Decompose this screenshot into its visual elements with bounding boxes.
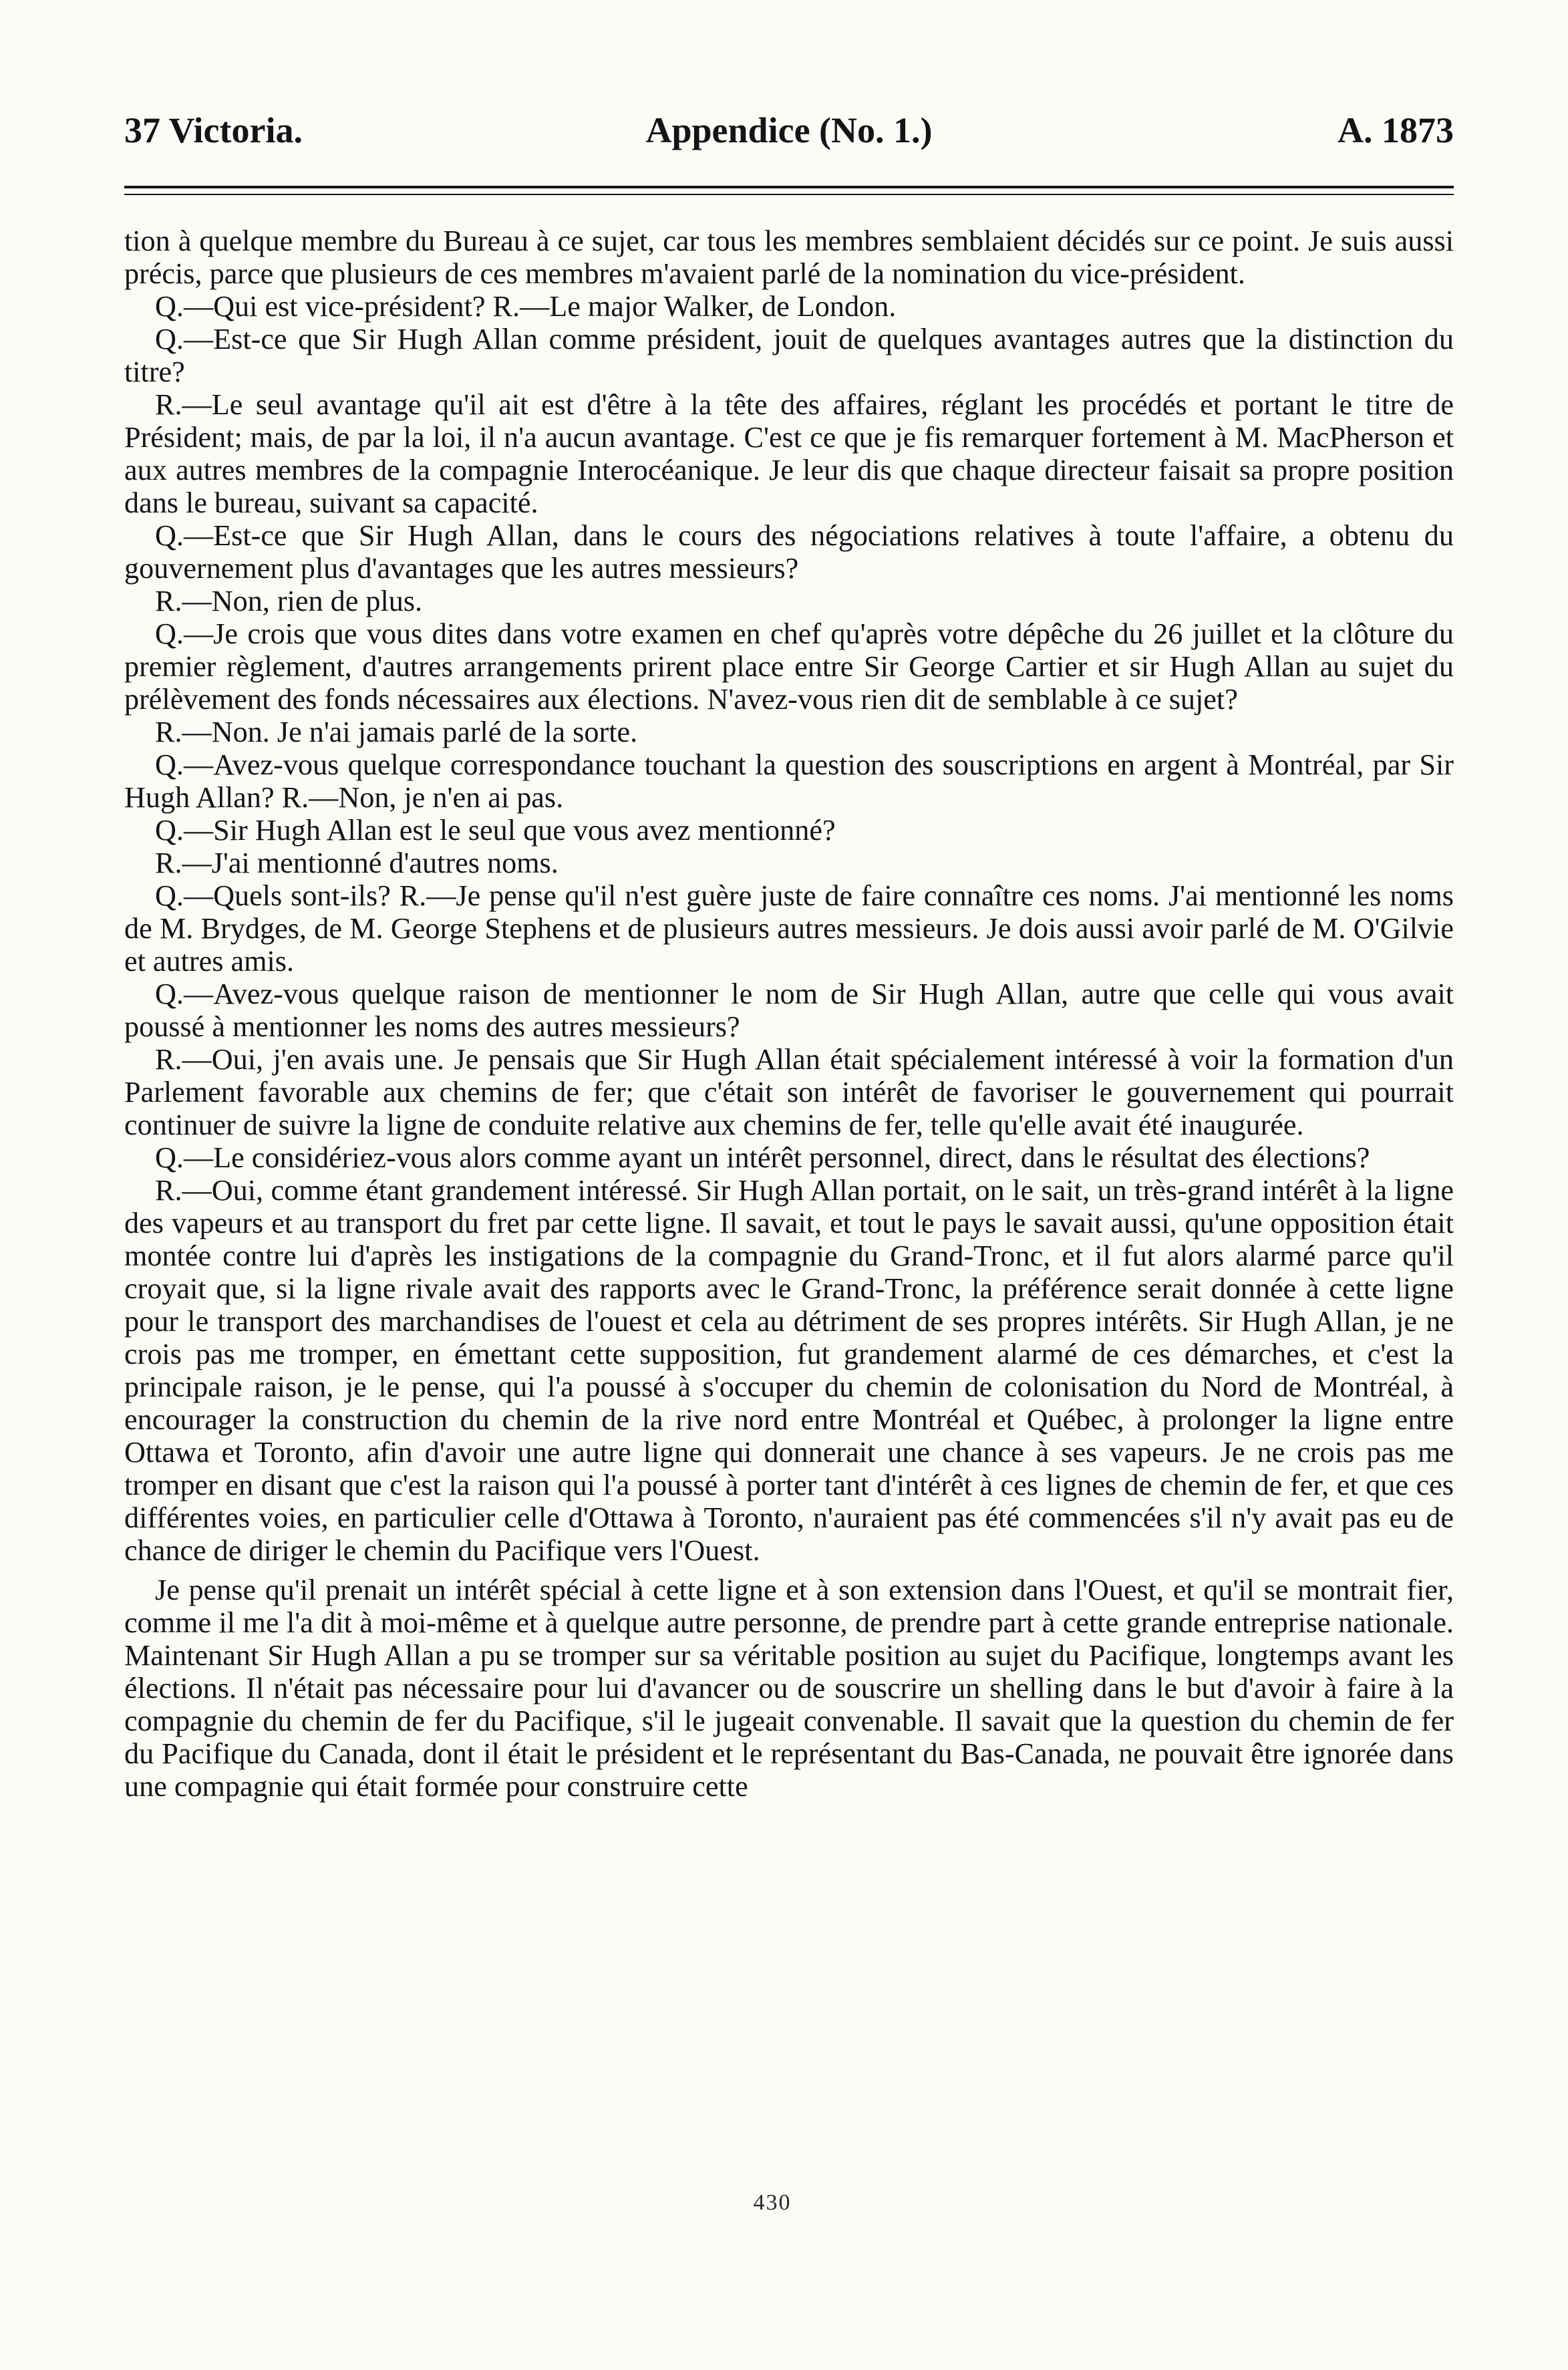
header-rule-thick <box>124 186 1454 188</box>
paragraph: tion à quelque membre du Bureau à ce sujet, car tous les membres semblaient décidés sur ce point. Je suis aussi précis, parce que plusieurs de ces membres m'avaient parlé de la nomination du vice-président. <box>124 225 1454 290</box>
paragraph: Q.—Quels sont-ils? R.—Je pense qu'il n'est guère juste de faire connaître ces noms. J'ai mentionné les noms de M. Brydges, de M. George Stephens et de plusieurs autres messieurs. Je dois aussi avoir parlé de M. O'Gilvie et autres amis. <box>124 879 1454 978</box>
paragraph: R.—Non, rien de plus. <box>155 585 423 617</box>
page-number: 430 <box>753 2190 792 2215</box>
header-rule-thin <box>124 194 1454 195</box>
header-appendix: Appendice (No. 1.) <box>645 110 933 150</box>
paragraph: R.—Le seul avantage qu'il ait est d'être à la tête des affaires, réglant les procédés et portant le titre de Président; mais, de par la loi, il n'a aucun avantage. C'est ce que je fis remarquer fortement à M. MacPherson et aux autres membres de la compagnie Interocéanique. Je leur dis que chaque directeur faisait sa propre position dans le bureau, suivant sa capacité. <box>124 388 1454 519</box>
running-header <box>124 100 1454 160</box>
header-session: 37 Victoria. <box>124 110 303 150</box>
paragraph: Q.—Avez-vous quelque correspondance touchant la question des souscriptions en argent à Montréal, par Sir Hugh Allan? R.—Non, je n'en ai pas. <box>124 748 1454 814</box>
paragraph: Q.—Est-ce que Sir Hugh Allan comme président, jouit de quelques avantages autres que la distinction du titre? <box>124 323 1454 388</box>
paragraph: R.—Non. Je n'ai jamais parlé de la sorte. <box>155 716 638 748</box>
body-text <box>124 225 1454 1803</box>
paragraph: Q.—Est-ce que Sir Hugh Allan, dans le cours des négociations relatives à toute l'affaire, a obtenu du gouvernement plus d'avantages que les autres messieurs? <box>124 519 1454 585</box>
paragraph: Q.—Le considériez-vous alors comme ayant un intérêt personnel, direct, dans le résultat des élections? <box>155 1141 1370 1174</box>
paragraph: Q.—Je crois que vous dites dans votre examen en chef qu'après votre dépêche du 26 juillet et la clôture du premier règlement, d'autres arrangements prirent place entre Sir George Cartier et sir Hugh Allan au sujet du prélèvement des fonds nécessaires aux élections. N'avez-vous rien dit de semblable à ce sujet? <box>124 617 1454 716</box>
paragraph: Q.—Qui est vice-président? R.—Le major Walker, de London. <box>155 290 897 323</box>
paragraph: R.—Oui, comme étant grandement intéressé. Sir Hugh Allan portait, on le sait, un très-grand intérêt à la ligne des vapeurs et au transport du fret par cette ligne. Il savait, et tout le pays le savait aussi, qu'une opposition était montée contre lui d'après les instigations de la compagnie du Grand-Tronc, et il fut alors alarmé parce qu'il croyait que, si la ligne rivale avait des rapports avec le Grand-Tronc, la préférence serait donnée à cette ligne pour le transport des marchandises de l'ouest et cela au détriment de ses propres intérêts. Sir Hugh Allan, je ne crois pas me tromper, en émettant cette supposition, fut grandement alarmé de ces démarches, et c'est la principale raison, je le pense, qui l'a poussé à s'occuper du chemin de colonisation du Nord de Montréal, à encourager la construction du chemin de la rive nord entre Montréal et Québec, à prolonger la ligne entre Ottawa et Toronto, afin d'avoir une autre ligne qui donnerait une chance à ses vapeurs. Je ne crois pas me tromper en disant que c'est la raison qui l'a poussé à porter tant d'intérêt à ces lignes de chemin de fer, et que ces différentes voies, en particulier celle d'Ottawa à Toronto, n'auraient pas été commencées s'il n'y avait pas eu de chance de diriger le chemin du Pacifique vers l'Ouest. <box>124 1174 1454 1567</box>
paragraph: Q.—Avez-vous quelque raison de mentionner le nom de Sir Hugh Allan, autre que celle qui vous avait poussé à mentionner les noms des autres messieurs? <box>124 978 1454 1043</box>
paragraph: Je pense qu'il prenait un intérêt spécial à cette ligne et à son extension dans l'Ouest, et qu'il se montrait fier, comme il me l'a dit à moi-même et à quelque autre personne, de prendre part à cette grande entreprise nationale. Maintenant Sir Hugh Allan a pu se tromper sur sa véritable position au sujet du Pacifique, longtemps avant les élections. Il n'était pas nécessaire pour lui d'avancer ou de souscrire un shelling dans le but d'avoir à faire à la compagnie du chemin de fer du Pacifique, s'il le jugeait convenable. Il savait que la question du chemin de fer du Pacifique du Canada, dont il était le président et le représentant du Bas-Canada, ne pouvait être ignorée dans une compagnie qui était formée pour construire cette <box>124 1574 1454 1803</box>
header-year: A. 1873 <box>1338 110 1454 150</box>
paragraph: Q.—Sir Hugh Allan est le seul que vous avez mentionné? <box>155 814 836 847</box>
paragraph: R.—Oui, j'en avais une. Je pensais que Sir Hugh Allan était spécialement intéressé à voir la formation d'un Parlement favorable aux chemins de fer; que c'était son intérêt de favoriser le gouvernement qui pourrait continuer de suivre la ligne de conduite relative aux chemins de fer, telle qu'elle avait été inaugurée. <box>124 1043 1454 1141</box>
paragraph: R.—J'ai mentionné d'autres noms. <box>155 847 559 879</box>
